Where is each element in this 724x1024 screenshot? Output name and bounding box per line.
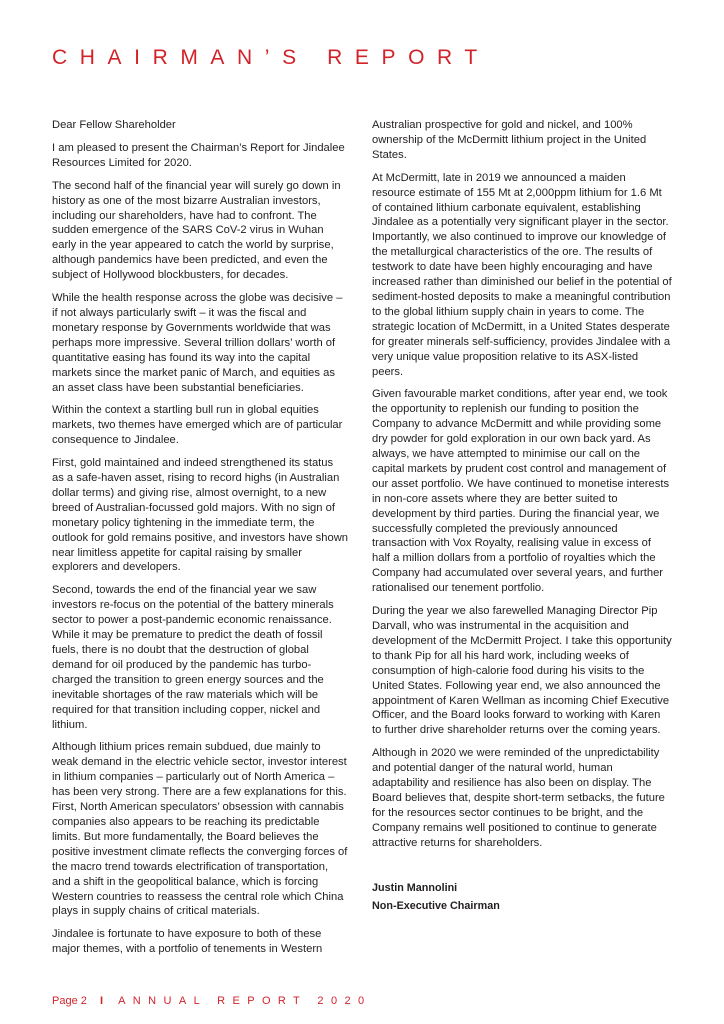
body-paragraph: Jindalee is fortunate to have exposure to both of these major themes, with a portfolio of tenements in Western [52,928,323,956]
body-paragraph: During the year we also farewelled Managing Director Pip Darvall, who was instrumental in the acquisition and development of the McDermitt Project. I take this opportunity to thank Pip for all his hard work, including weeks of consumption of high-calorie food during his visits to the United States. Following year end, we also announced the appointment of Karen Wellman as incoming Chief Executive Officer, and the Board looks forward to working with Karen to further drive shareholder returns over the coming years. [372,605,672,737]
body-paragraph: Although lithium prices remain subdued, due mainly to weak demand in the electric vehicle sector, investor interest in lithium companies – particularly out of North America – has been very strong. There are a few explanations for this. First, North American speculators’ obsession with cannabis companies also appears to be reaching its predictable limits. But more fundamentally, the Board believes the positive investment climate reflects the converging forces of the macro trend towards electrification of transportation, and a shift in the geopolitical balance, which is forcing Western countries to reassess the central role which China plays in supply chains of critical materials. [52,741,348,918]
page-title: CHAIRMAN’S REPORT [52,46,490,69]
page-footer [52,995,372,1007]
left-column [52,118,348,965]
body-paragraph: While the health response across the globe was decisive – if not always particularly swift – it was the fiscal and monetary response by Governments worldwide that was perhaps more impressive. Several trillion dollars’ worth of quantitative easing has found its way into the capital markets since the market panic of March, and equities as an asset class have been substantial beneficiaries. [52,292,343,394]
signature-block [372,879,672,915]
body-paragraph: Although in 2020 we were reminded of the unpredictability and potential danger of the natural world, human adaptability and resilience has also been on display. The Board believes that, despite short-term setbacks, the future for the resources sector continues to be bright, and the Company remains well positioned to continue to generate attractive returns for shareholders. [372,747,665,849]
right-column [372,118,672,915]
report-label: ANNUAL REPORT 2020 [118,995,372,1007]
page-number: Page 2 [52,995,87,1007]
signatory-name: Justin Mannolini [372,881,458,894]
body-paragraph: Within the context a startling bull run in global equities markets, two themes have emerged which are of particular consequence to Jindalee. [52,404,343,447]
body-paragraph: Given favourable market conditions, after year end, we took the opportunity to replenish our funding to position the Company to advance McDermitt and while providing some dry powder for gold exploration in our own back yard. As always, we have attempted to minimise our call on the capital markets by prudent cost control and management of our asset portfolio. We have continued to monetise interests in non-core assets where they are better suited to development by third parties. During the financial year, we successfully completed the previously announced transaction with Vox Royalty, realising value in excess of half a million dollars from a portfolio of royalties which the Company had accumulated over several years, and further rationalised our tenement portfolio. [372,388,670,595]
body-paragraph: At McDermitt, late in 2019 we announced a maiden resource estimate of 155 Mt at 2,000ppm lithium for 1.6 Mt of contained lithium carbonate equivalent, establishing Jindalee as a potentially very significant player in the sector. Importantly, we also continued to improve our knowledge of the metallurgical characteristics of the ore. The results of testwork to date have been highly encouraging and have increased rather than diminished our belief in the potential of sediment-hosted deposits to make a meaningful contribution to the global lithium supply chain in years to come. The strategic location of McDermitt, in a United States desperate for greater minerals self-sufficiency, provides Jindalee with a very unique value proposition relative to its ASX-listed peers. [372,171,672,378]
salutation: Dear Fellow Shareholder [52,119,176,131]
footer-separator: I [99,995,103,1007]
body-paragraph: Second, towards the end of the financial year we saw investors re-focus on the potential of the battery minerals sector to power a post-pandemic economic renaissance. While it may be premature to predict the death of fossil fuels, there is no doubt that the destruction of global demand for oil produced by the pandemic has turbo-charged the transition to green energy sources and the inevitable shortages of the raw materials which will be required for that transition including copper, nickel and lithium. [52,584,334,731]
body-paragraph: First, gold maintained and indeed strengthened its status as a safe-haven asset, rising to record highs (in Australian dollar terms) and giving rise, almost overnight, to a new breed of Australian-focussed gold majors. With no sign of monetary policy tightening in the immediate term, the outlook for gold remains positive, and investors have shown near limitless appetite for capital raising by smaller explorers and developers. [52,457,349,574]
body-paragraph: Australian prospective for gold and nickel, and 100% ownership of the McDermitt lithium project in the United States. [372,119,647,161]
body-paragraph: I am pleased to present the Chairman’s Report for Jindalee Resources Limited for 2020. [52,141,345,169]
body-paragraph: The second half of the financial year will surely go down in history as one of the most bizarre Australian investors, including our shareholders, have had to confront. The sudden emergence of the SARS CoV-2 virus in Wuhan early in the year appeared to catch the world by surprise, although pandemics have been predicted, and even the subject of Hollywood blockbusters, for decades. [52,179,341,282]
signatory-role: Non-Executive Chairman [372,899,500,912]
